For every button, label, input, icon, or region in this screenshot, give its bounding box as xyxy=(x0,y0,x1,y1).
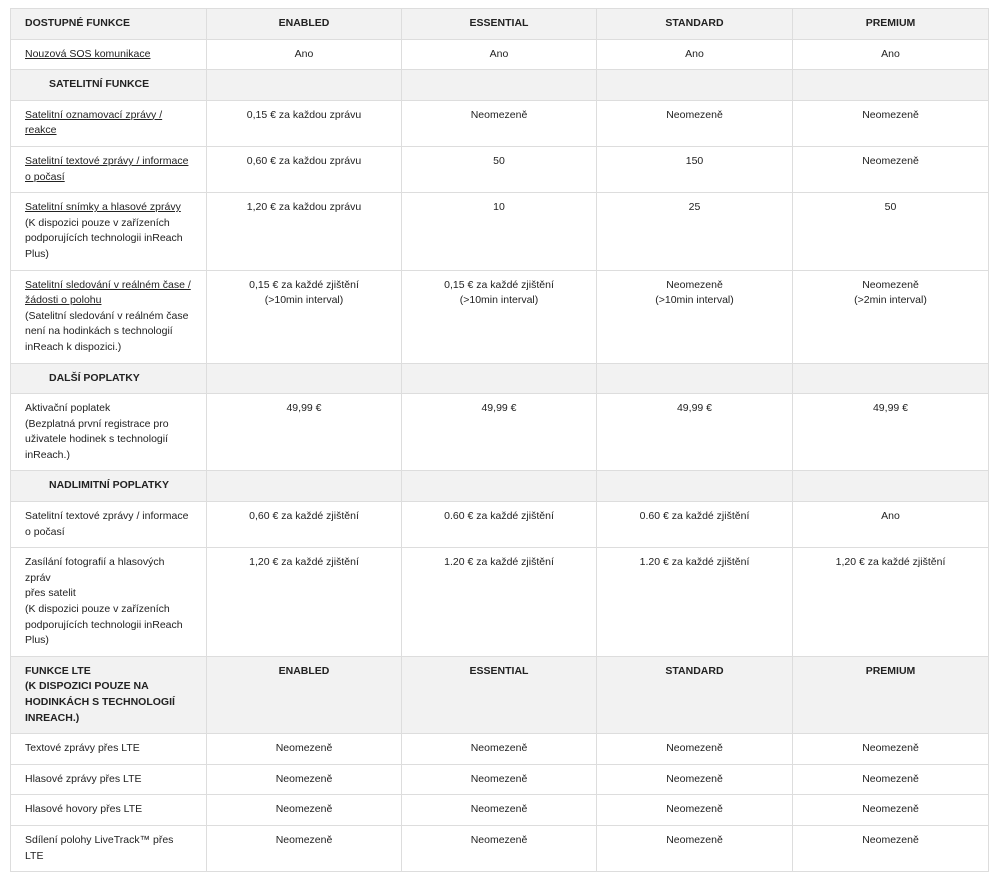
value-cell: 50 xyxy=(402,146,597,192)
value-cell: Ano xyxy=(793,39,989,70)
value-cell: 49,99 € xyxy=(402,394,597,471)
table-row xyxy=(11,146,989,192)
table-row xyxy=(11,39,989,70)
value-cell: 50 xyxy=(793,193,989,270)
section-title-satellite: SATELITNÍ FUNKCE xyxy=(11,70,207,101)
row-note: není na hodinkách s technologií xyxy=(25,325,173,338)
table-row xyxy=(11,825,989,871)
value-cell: Neomezeně xyxy=(402,795,597,826)
plan-comparison-table xyxy=(10,8,989,872)
table-row xyxy=(11,734,989,765)
section-title-lte: FUNKCE LTE (K DISPOZICI POUZE NA HODINKÁCH S TECHNOLOGIÍ INREACH.) xyxy=(11,656,207,733)
value-cell: Neomezeně xyxy=(793,100,989,146)
section-header-row xyxy=(11,471,989,502)
row-label xyxy=(11,146,207,192)
value-cell: Neomezeně xyxy=(402,734,597,765)
table-row xyxy=(11,193,989,270)
value-cell: 0.60 € za každé zjištění xyxy=(402,502,597,548)
row-note: Plus) xyxy=(25,247,49,260)
row-note: (Satelitní sledování v reálném čase xyxy=(25,309,189,322)
plan-header-premium: PREMIUM xyxy=(793,656,989,733)
value-cell: 0,60 € za každou zprávu xyxy=(207,146,402,192)
row-label xyxy=(11,193,207,270)
plan-header-premium: PREMIUM xyxy=(793,9,989,40)
table-header-row xyxy=(11,9,989,40)
table-row xyxy=(11,100,989,146)
value-cell: Neomezeně xyxy=(207,825,402,871)
value-cell: Ano xyxy=(402,39,597,70)
value-cell: 1,20 € za každé zjištění xyxy=(793,548,989,657)
value-cell: 49,99 € xyxy=(793,394,989,471)
value-cell: Neomezeně xyxy=(402,100,597,146)
table-row xyxy=(11,795,989,826)
row-note: inReach k dispozici.) xyxy=(25,340,122,353)
value-cell: 1.20 € za každé zjištění xyxy=(597,548,793,657)
value-cell: 0,15 € za každé zjištění (>10min interval) xyxy=(402,270,597,363)
value-cell: Neomezeně xyxy=(597,795,793,826)
features-column-header: DOSTUPNÉ FUNKCE xyxy=(11,9,207,40)
value-cell: Ano xyxy=(597,39,793,70)
value-cell: Neomezeně xyxy=(597,825,793,871)
value-cell: Neomezeně xyxy=(207,734,402,765)
value-cell: Neomezeně xyxy=(402,825,597,871)
row-label xyxy=(11,100,207,146)
value-cell: 0,60 € za každé zjištění xyxy=(207,502,402,548)
value-cell: 10 xyxy=(402,193,597,270)
value-cell: Neomezeně xyxy=(402,764,597,795)
row-label: Hlasové zprávy přes LTE xyxy=(11,764,207,795)
value-cell: Neomezeně xyxy=(207,795,402,826)
row-label: Zasílání fotografií a hlasových zpráv přes satelit (K dispozici pouze v zařízeních podporujících technologii inReach Plus) xyxy=(11,548,207,657)
value-cell: Neomezeně xyxy=(793,734,989,765)
table-row xyxy=(11,502,989,548)
section-header-row xyxy=(11,656,989,733)
value-cell: Ano xyxy=(793,502,989,548)
plan-header-essential: ESSENTIAL xyxy=(402,9,597,40)
satellite-preset-messages-link[interactable]: Satelitní oznamovací zprávy / reakce xyxy=(25,108,163,137)
row-note: podporujících technologii inReach xyxy=(25,232,183,245)
section-header-row xyxy=(11,70,989,101)
table-row xyxy=(11,764,989,795)
row-label: Aktivační poplatek (Bezplatná první registrace pro uživatele hodinek s technologií inReach.) xyxy=(11,394,207,471)
section-title-fees: DALŠÍ POPLATKY xyxy=(11,363,207,394)
value-cell: Neomezeně xyxy=(793,764,989,795)
value-cell: Neomezeně xyxy=(793,825,989,871)
value-cell: 150 xyxy=(597,146,793,192)
plan-header-enabled: ENABLED xyxy=(207,656,402,733)
value-cell: 49,99 € xyxy=(597,394,793,471)
plan-header-standard: STANDARD xyxy=(597,9,793,40)
row-label: Textové zprávy přes LTE xyxy=(11,734,207,765)
value-cell: Neomezeně (>10min interval) xyxy=(597,270,793,363)
plan-header-enabled: ENABLED xyxy=(207,9,402,40)
value-cell: Neomezeně (>2min interval) xyxy=(793,270,989,363)
row-label xyxy=(11,39,207,70)
value-cell: 0.60 € za každé zjištění xyxy=(597,502,793,548)
table-row xyxy=(11,270,989,363)
plan-header-essential: ESSENTIAL xyxy=(402,656,597,733)
value-cell: Ano xyxy=(207,39,402,70)
sos-link[interactable]: Nouzová SOS komunikace xyxy=(25,47,151,60)
value-cell: 49,99 € xyxy=(207,394,402,471)
row-note: (K dispozici pouze v zařízeních xyxy=(25,216,170,229)
value-cell: 0,15 € za každé zjištění (>10min interval) xyxy=(207,270,402,363)
value-cell: 1,20 € za každé zjištění xyxy=(207,548,402,657)
row-label: Sdílení polohy LiveTrack™ přes LTE xyxy=(11,825,207,871)
value-cell: Neomezeně xyxy=(207,764,402,795)
value-cell: Neomezeně xyxy=(597,100,793,146)
value-cell: 1.20 € za každé zjištění xyxy=(402,548,597,657)
value-cell: 0,15 € za každou zprávu xyxy=(207,100,402,146)
value-cell: Neomezeně xyxy=(597,734,793,765)
value-cell: 25 xyxy=(597,193,793,270)
satellite-photos-voice-link[interactable]: Satelitní snímky a hlasové zprávy xyxy=(25,201,181,214)
value-cell: 1,20 € za každou zprávu xyxy=(207,193,402,270)
section-title-overage: NADLIMITNÍ POPLATKY xyxy=(11,471,207,502)
table-row xyxy=(11,394,989,471)
plan-header-standard: STANDARD xyxy=(597,656,793,733)
value-cell: Neomezeně xyxy=(793,795,989,826)
row-label xyxy=(11,270,207,363)
row-label: Satelitní textové zprávy / informace o počasí xyxy=(11,502,207,548)
satellite-tracking-link[interactable]: Satelitní sledování v reálném čase / žádosti o polohu xyxy=(25,278,191,307)
satellite-text-messages-link[interactable]: Satelitní textové zprávy / informace o počasí xyxy=(25,154,189,183)
table-row xyxy=(11,548,989,657)
section-header-row xyxy=(11,363,989,394)
value-cell: Neomezeně xyxy=(793,146,989,192)
row-label: Hlasové hovory přes LTE xyxy=(11,795,207,826)
value-cell: Neomezeně xyxy=(597,764,793,795)
